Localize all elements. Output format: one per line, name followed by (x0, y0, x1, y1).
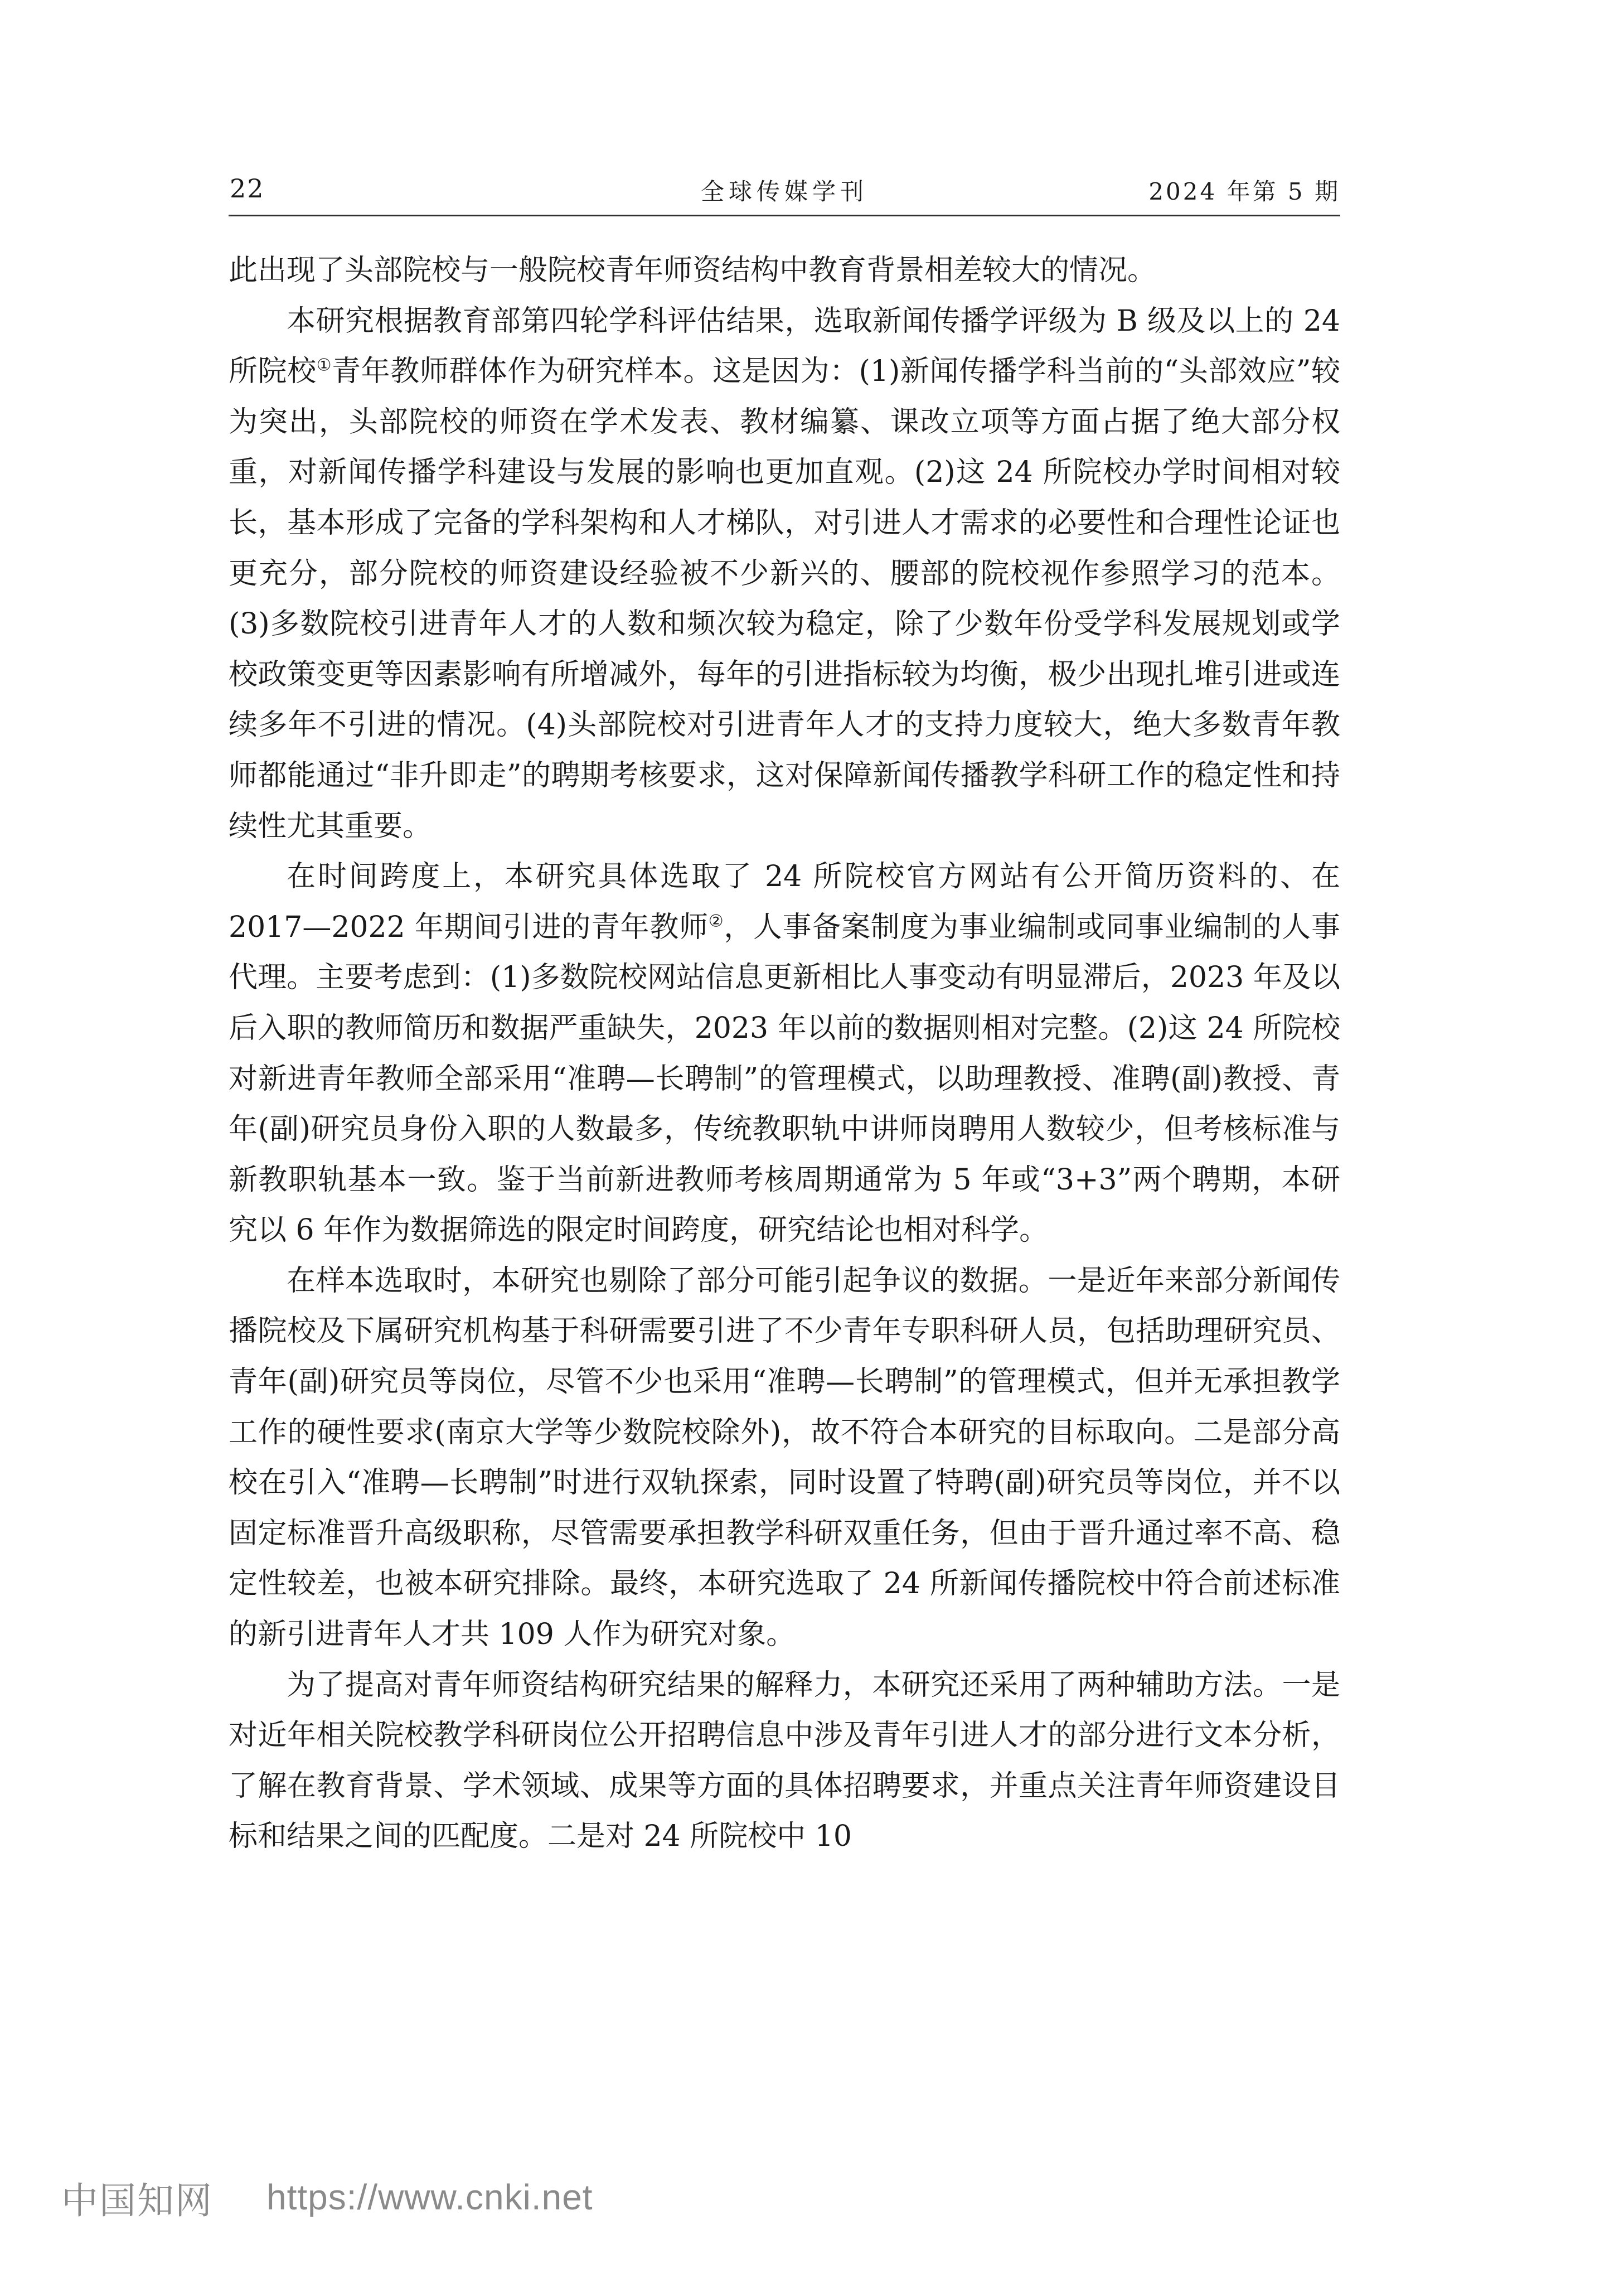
paragraph-text: 本研究根据教育部第四轮学科评估结果，选取新闻传播学评级为 B 级及以上的 24 所院校 (229, 304, 1340, 389)
paragraph (229, 1256, 1340, 1660)
paragraph-text: 青年教师群体作为研究样本。这是因为：(1)新闻传播学科当前的“头部效应”较为突出，头部院校的师资在学术发表、教材编纂、课改立项等方面占据了绝大部分权重，对新闻传播学科建设与发展的影响也更加直观。(2)这 24 所院校办学时间相对较长，基本形成了完备的学科架构和人才梯队，对引进人才需求的必要性和合理性论证也更充分，部分院校的师资建设经验被不少新兴的、腰部的院校视作参照学习的范本。(3)多数院校引进青年人才的人数和频次较为稳定，除了少数年份受学科发展规划或学校政策变更等因素影响有所增减外，每年的引进指标较为均衡，极少出现扎堆引进或连续多年不引进的情况。(4)头部院校对引进青年人才的支持力度较大，绝大多数青年教师都能通过“非升即走”的聘期考核要求，这对保障新闻传播教学科研工作的稳定性和持续性尤其重要。 (229, 355, 1340, 843)
article-body (229, 245, 1340, 1862)
paragraph (229, 296, 1340, 852)
paragraph-text: 此出现了头部院校与一般院校青年师资结构中教育背景相差较大的情况。 (229, 254, 1157, 287)
cnki-watermark (61, 2164, 593, 2231)
paragraph-text: 为了提高对青年师资结构研究结果的解释力，本研究还采用了两种辅助方法。一是对近年相关院校教学科研岗位公开招聘信息中涉及青年引进人才的部分进行文本分析，了解在教育背景、学术领域、成果等方面的具体招聘要求，并重点关注青年师资建设目标和结果之间的匹配度。二是对 24 所院校中 10 (229, 1668, 1340, 1854)
running-header (229, 170, 1340, 216)
page-number: 22 (230, 173, 265, 204)
paragraph-text: 在样本选取时，本研究也剔除了部分可能引起争议的数据。一是近年来部分新闻传播院校及下属研究机构基于科研需要引进了不少青年专职科研人员，包括助理研究员、青年(副)研究员等岗位，尽管不少也采用“准聘—长聘制”的管理模式，但并无承担教学工作的硬性要求(南京大学等少数院校除外)，故不符合本研究的目标取向。二是部分高校在引入“准聘—长聘制”时进行双轨探索，同时设置了特聘(副)研究员等岗位，并不以固定标准晋升高级职称，尽管需要承担教学科研双重任务，但由于晋升通过率不高、稳定性较差，也被本研究排除。最终，本研究选取了 24 所新闻传播院校中符合前述标准的新引进青年人才共 109 人作为研究对象。 (229, 1264, 1340, 1652)
issue-info: 2024 年第 5 期 (1148, 178, 1340, 205)
paragraph (229, 852, 1340, 1256)
cnki-logo: 中国知网 (61, 2179, 213, 2221)
paragraph-text: ，人事备案制度为事业编制或同事业编制的人事代理。主要考虑到：(1)多数院校网站信息更新相比人事变动有明显滞后，2023 年及以后入职的教师简历和数据严重缺失，2023 年以前的数据则相对完整。(2)这 24 所院校对新进青年教师全部采用“准聘—长聘制”的管理模式，以助理教授、准聘(副)教授、青年(副)研究员身份入职的人数最多，传统教职轨中讲师岗聘用人数较少，但考核标准与新教职轨基本一致。鉴于当前新进教师考核周期通常为 5 年或“3+3”两个聘期，本研究以 6 年作为数据筛选的限定时间跨度，研究结论也相对科学。 (229, 910, 1340, 1247)
cnki-url: https://www.cnki.net (266, 2177, 593, 2217)
paragraph (229, 245, 1340, 296)
paragraph-text: 在时间跨度上，本研究具体选取了 24 所院校官方网站有公开简历资料的、在 2017—2022 年期间引进的青年教师 (229, 860, 1340, 944)
paragraph (229, 1660, 1340, 1862)
footnote-marker: ① (316, 355, 332, 375)
footnote-marker: ② (708, 911, 724, 931)
journal-name: 全球传媒学刊 (700, 178, 868, 205)
